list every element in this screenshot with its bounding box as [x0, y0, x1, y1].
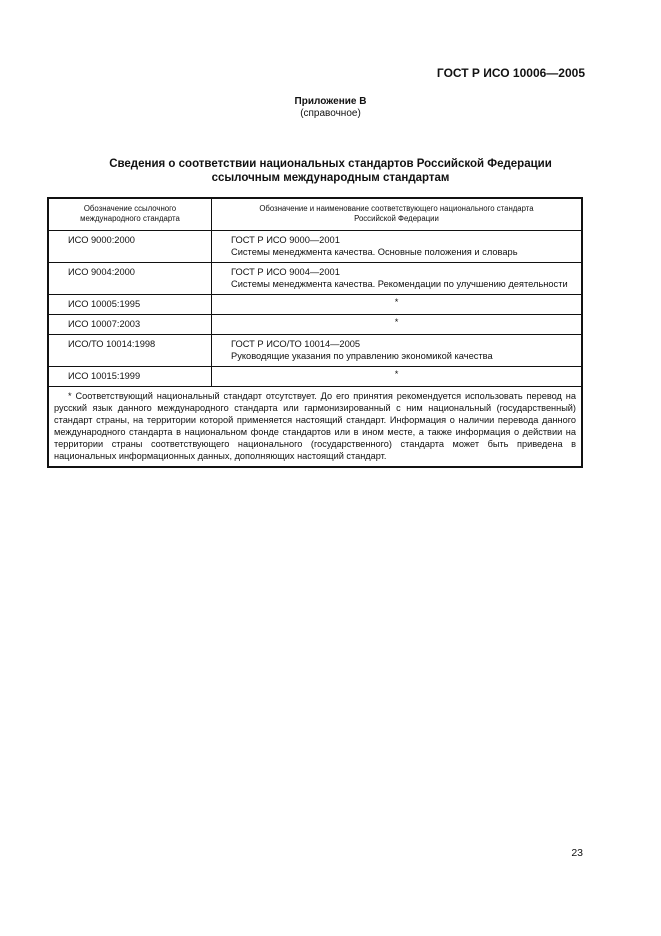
table-header-row [48, 198, 582, 231]
document-code: ГОСТ Р ИСО 10006—2005 [436, 66, 585, 80]
international-standard-cell: ИСО 9000:2000 [48, 231, 212, 263]
footnote-marker-cell: * [212, 315, 583, 335]
column-header-national-line-2: Российской Федерации [354, 214, 439, 223]
international-standard-cell: ИСО 10015:1999 [48, 367, 212, 387]
footnote-row [48, 387, 582, 468]
appendix-title: Приложение В [294, 96, 367, 107]
footnote-marker-cell: * [212, 295, 583, 315]
national-standard-title: Системы менеджмента качества. Рекомендации по улучшению деятельности [231, 279, 568, 289]
standards-correspondence-table [47, 197, 583, 468]
table-footnote: * Соответствующий национальный стандарт отсутствует. До его принятия рекомендуется использовать перевод на русский язык данного международного стандарта или гармонизированный с ним национальный (государственный) стандарт страны, на территории которой применяется настоящий стандарт. Информация о наличии перевода данного международного стандарта в национальном фонде стандартов или в ином месте, а также информация о действии на территории страны соответствующего национального (государственного) стандарта может быть приведена в национальных информационных данных, дополняющих настоящий стандарт. [48, 387, 582, 468]
table-row [48, 231, 582, 263]
appendix-subtitle: (справочное) [300, 108, 361, 119]
national-standard-code: ГОСТ Р ИСО 9000—2001 [231, 235, 340, 245]
table-row [48, 367, 582, 387]
national-standard-cell [212, 231, 583, 263]
column-header-national [212, 198, 583, 231]
national-standard-title: Руководящие указания по управлению экономикой качества [231, 351, 493, 361]
column-header-international [48, 198, 212, 231]
column-header-international-line-1: Обозначение ссылочного [83, 204, 177, 213]
column-header-national-line-1: Обозначение и наименование соответствующего национального стандарта [259, 204, 534, 213]
section-heading-line-1: Сведения о соответствии национальных стандартов Российской Федерации [109, 158, 552, 170]
footnote-marker-cell: * [212, 367, 583, 387]
international-standard-cell: ИСО 10005:1995 [48, 295, 212, 315]
section-heading-line-2: ссылочным международным стандартам [211, 172, 450, 184]
international-standard-cell: ИСО 10007:2003 [48, 315, 212, 335]
table-row [48, 295, 582, 315]
national-standard-cell [212, 263, 583, 295]
national-standard-cell [212, 335, 583, 367]
national-standard-code: ГОСТ Р ИСО/ТО 10014—2005 [231, 339, 361, 349]
table-row [48, 335, 582, 367]
appendix-block [0, 96, 661, 120]
page-number: 23 [571, 847, 583, 859]
national-standard-title: Системы менеджмента качества. Основные положения и словарь [231, 247, 518, 257]
table-row [48, 315, 582, 335]
international-standard-cell: ИСО 9004:2000 [48, 263, 212, 295]
national-standard-code: ГОСТ Р ИСО 9004—2001 [231, 267, 340, 277]
table-row [48, 263, 582, 295]
column-header-international-line-2: международного стандарта [80, 214, 180, 223]
section-heading [0, 157, 661, 185]
international-standard-cell: ИСО/ТО 10014:1998 [48, 335, 212, 367]
